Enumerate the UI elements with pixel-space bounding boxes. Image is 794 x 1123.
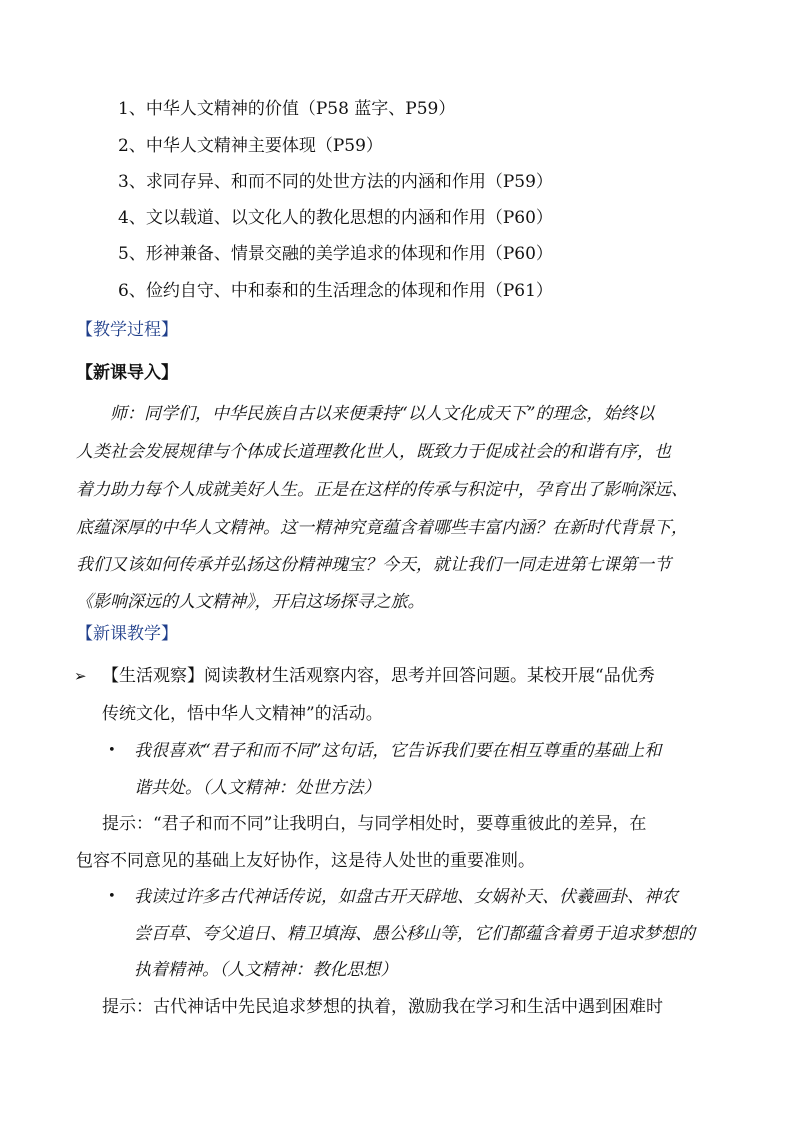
arrow-bullet-icon: ➢ <box>74 667 87 685</box>
outline-item: 1、中华人文精神的价值（P58 蓝字、P59） <box>118 99 456 119</box>
bullet-dot-icon: • <box>108 743 116 758</box>
hint-line: 提示：古代神话中先民追求梦想的执着，激励我在学习和生活中遇到困难时 <box>102 997 663 1017</box>
hint-line: 提示：“君子和而不同”让我明白，与同学相处时，要尊重彼此的差异，在 <box>102 814 647 834</box>
activity-line: 传统文化，悟中华人文精神”的活动。 <box>102 704 383 724</box>
bullet-line: 谐共处。（人文精神：处世方法） <box>134 778 381 798</box>
intro-line: 着力助力每个人成就美好人生。正是在这样的传承与积淀中，孕育出了影响深远、 <box>76 480 688 500</box>
bullet-line: 尝百草、夸父追日、精卫填海、愚公移山等，它们都蕴含着勇于追求梦想的 <box>134 924 695 944</box>
bullet-line: 我很喜欢“君子和而不同”这句话，它告诉我们要在相互尊重的基础上和 <box>134 741 662 761</box>
activity-line: 【生活观察】阅读教材生活观察内容，思考并回答问题。某校开展“品优秀 <box>102 666 655 686</box>
intro-line: 《影响深远的人文精神》，开启这场探寻之旅。 <box>76 592 425 612</box>
intro-line: 底蕴深厚的中华人文精神。这一精神究竟蕴含着哪些丰富内涵？在新时代背景下， <box>76 518 688 538</box>
outline-item: 4、文以载道、以文化人的教化思想的内涵和作用（P60） <box>118 208 553 228</box>
outline-item: 3、求同存异、和而不同的处世方法的内涵和作用（P59） <box>118 172 553 192</box>
bullet-line: 我读过许多古代神话传说，如盘古开天辟地、女娲补天、伏羲画卦、神农 <box>134 887 678 907</box>
intro-line: 我们又该如何传承并弘扬这份精神瑰宝？今天，就让我们一同走进第七课第一节 <box>76 555 671 575</box>
intro-line: 人类社会发展规律与个体成长道理教化世人，既致力于促成社会的和谐有序，也 <box>76 442 671 462</box>
intro-line: 师：同学们，中华民族自古以来便秉持“以人文化成天下”的理念，始终以 <box>110 404 655 424</box>
section-heading-process: 【教学过程】 <box>76 320 178 340</box>
outline-item: 5、形神兼备、情景交融的美学追求的体现和作用（P60） <box>118 244 553 264</box>
section-heading-intro: 【新课导入】 <box>76 363 178 383</box>
section-heading-teaching: 【新课教学】 <box>76 624 178 644</box>
bullet-dot-icon: • <box>108 889 116 904</box>
bullet-line: 执着精神。（人文精神：教化思想） <box>134 960 398 980</box>
outline-item: 6、俭约自守、中和泰和的生活理念的体现和作用（P61） <box>118 281 553 301</box>
outline-item: 2、中华人文精神主要体现（P59） <box>118 136 383 156</box>
hint-line: 包容不同意见的基础上友好协作，这是待人处世的重要准则。 <box>76 851 535 871</box>
